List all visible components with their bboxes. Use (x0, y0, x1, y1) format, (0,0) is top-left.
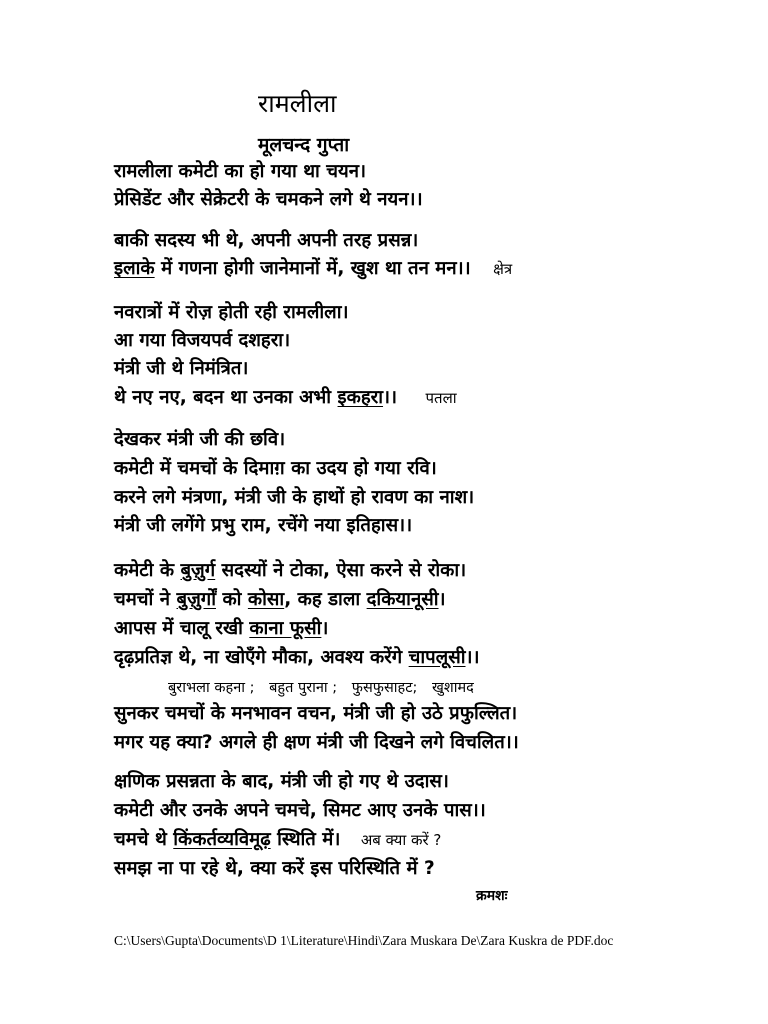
poem-title: रामलीला (258, 89, 337, 118)
poem-line: रामलीला कमेटी का हो गया था चयन। (114, 161, 367, 182)
glossed-word: दकियानूसी (366, 589, 439, 610)
poem-line: प्रेसिडेंट और सेक्रेटरी के चमकने लगे थे नयन।। (114, 189, 423, 210)
poem-line: मंत्री जी थे निमंत्रित। (114, 358, 249, 379)
poem-line: देखकर मंत्री जी की छवि। (114, 429, 286, 450)
file-path-footer: C:\Users\Gupta\Documents\D 1\Literature\Hindi\Zara Muskara De\Zara Kuskra de PDF.doc (114, 933, 614, 948)
poem-line (114, 615, 714, 643)
poem-line (114, 384, 714, 412)
line-text: में गणना होगी जानेमानों में, खुश था तन मन।। (154, 258, 471, 279)
line-text: । (438, 589, 446, 610)
line-text: ।। (465, 647, 480, 668)
gloss-note: बहुत पुराना ; (269, 680, 338, 696)
glossed-word: इलाके (114, 258, 155, 279)
line-text: चमचे थे (114, 829, 174, 850)
line-text: , कह डाला (284, 589, 367, 610)
glossed-word: किंकर्तव्यविमूढ़ (173, 829, 271, 850)
continued-marker: क्रमशः (476, 888, 508, 904)
poem-line: सुनकर चमचों के मनभावन वचन, मंत्री जी हो उठे प्रफुल्लित। (114, 703, 518, 724)
poem-line: कमेटी और उनके अपने चमचे, सिमट आए उनके पास।। (114, 800, 486, 821)
line-text: को (216, 589, 248, 610)
poem-line: बाकी सदस्य भी थे, अपनी अपनी तरह प्रसन्न। (114, 230, 419, 251)
glossed-word: बुज़ुर्गों (176, 589, 216, 610)
line-text: कमेटी के (114, 560, 181, 581)
line-text: स्थिति में। (270, 829, 341, 850)
gloss-note: खुशामद (432, 680, 474, 696)
poem-line (114, 586, 714, 614)
line-text: थे नए नए, बदन था उनका अभी (114, 387, 338, 408)
line-text: आपस में चालू रखी (114, 618, 250, 639)
gloss-footnotes (168, 676, 608, 700)
line-text: दृढ़प्रतिज्ञ थे, ना खोएँगे मौका, अवश्य करेंगे (114, 647, 409, 668)
poem-line: कमेटी में चमचों के दिमाग़ का उदय हो गया रवि। (114, 458, 437, 479)
poem-line (114, 255, 714, 283)
glossed-word: इकहरा (337, 387, 384, 408)
author-name: मूलचन्द गुप्ता (258, 134, 350, 156)
gloss-note: अब क्या करें ? (360, 831, 442, 849)
glossed-word: बुज़ुर्ग (180, 560, 216, 581)
line-text: ।। (383, 387, 398, 408)
poem-line (114, 557, 714, 585)
gloss-note: पतला (425, 389, 457, 407)
glossed-word: चापलूसी (408, 647, 466, 668)
poem-line: समझ ना पा रहे थे, क्या करें इस परिस्थिति में ? (114, 858, 435, 879)
poem-line: मगर यह क्या? अगले ही क्षण मंत्री जी दिखने लगे विचलित।। (114, 732, 519, 753)
poem-line (114, 826, 714, 854)
line-text: सदस्यों ने टोका, ऐसा करने से रोका। (215, 560, 467, 581)
line-text: । (321, 618, 329, 639)
poem-line: क्षणिक प्रसन्नता के बाद, मंत्री जी हो गए थे उदास। (114, 771, 449, 792)
poem-line (114, 644, 714, 672)
poem-line: नवरात्रों में रोज़ होती रही रामलीला। (114, 302, 349, 323)
glossed-word: कोसा (247, 589, 285, 610)
line-text: चमचों ने (114, 589, 177, 610)
gloss-note: क्षेत्र (493, 260, 513, 278)
poem-line: मंत्री जी लगेंगे प्रभु राम, रचेंगे नया इतिहास।। (114, 515, 413, 536)
gloss-note: फुसफुसाहट; (351, 680, 418, 696)
poem-line: करने लगे मंत्रणा, मंत्री जी के हाथों हो रावण का नाश। (114, 487, 475, 508)
glossed-word: काना फूसी (249, 618, 322, 639)
poem-line: आ गया विजयपर्व दशहरा। (114, 330, 291, 351)
gloss-note: बुराभला कहना ; (168, 680, 255, 696)
